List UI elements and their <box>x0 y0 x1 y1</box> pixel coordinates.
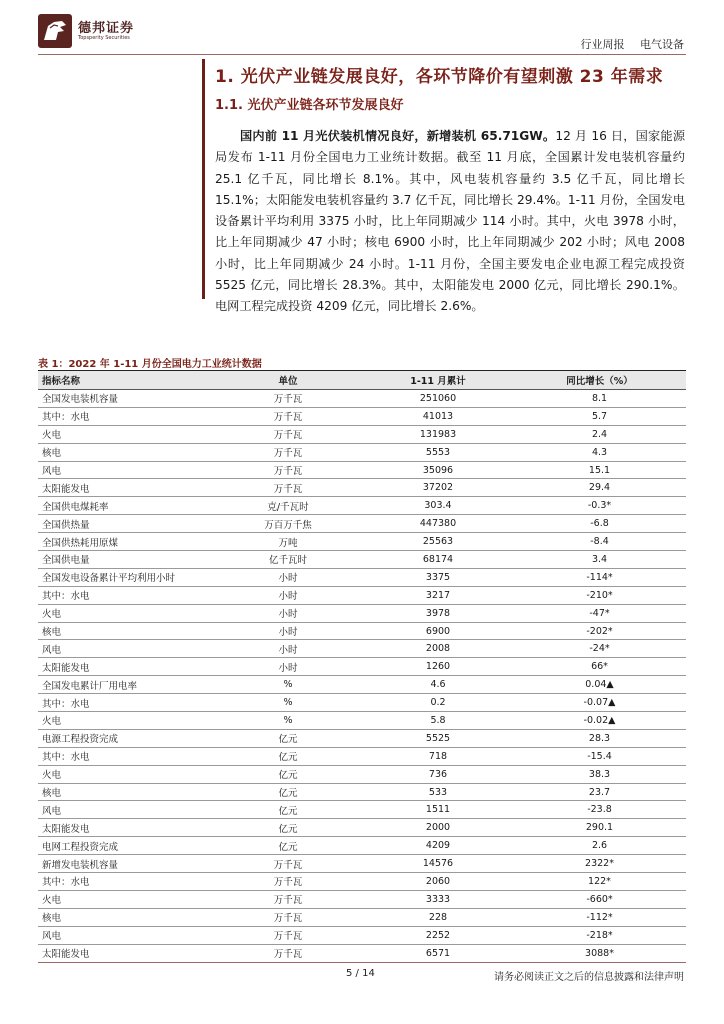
table-row <box>38 873 686 891</box>
cell-unit: 万千瓦 <box>213 944 363 962</box>
cell-indicator: 火电 <box>38 425 213 443</box>
report-type: 行业周报 <box>580 38 625 51</box>
cell-yoy: -47* <box>513 604 686 622</box>
table-body <box>38 390 686 963</box>
cell-unit: 小时 <box>213 568 363 586</box>
cell-yoy: 28.3 <box>513 729 686 747</box>
cell-yoy: 23.7 <box>513 783 686 801</box>
cell-cumulative: 1511 <box>363 801 513 819</box>
cell-cumulative: 718 <box>363 747 513 765</box>
table-row <box>38 908 686 926</box>
cell-yoy: -0.07▲ <box>513 694 686 712</box>
cell-unit: 小时 <box>213 658 363 676</box>
cell-yoy: 2.6 <box>513 837 686 855</box>
cell-unit: 万千瓦 <box>213 926 363 944</box>
brand-logo <box>38 14 138 48</box>
cell-indicator: 电源工程投资完成 <box>38 729 213 747</box>
cell-cumulative: 3978 <box>363 604 513 622</box>
brand-name: 德邦证券 <box>78 21 135 36</box>
table-row <box>38 497 686 515</box>
cell-unit: 万千瓦 <box>213 890 363 908</box>
cell-yoy: 5.7 <box>513 407 686 425</box>
cell-unit: % <box>213 676 363 694</box>
cell-yoy: 290.1 <box>513 819 686 837</box>
cell-unit: 亿元 <box>213 819 363 837</box>
table-row <box>38 551 686 569</box>
table-row <box>38 676 686 694</box>
cell-unit: 亿元 <box>213 783 363 801</box>
cell-unit: 克/千瓦时 <box>213 497 363 515</box>
cell-unit: 亿千瓦时 <box>213 551 363 569</box>
cell-cumulative: 251060 <box>363 390 513 408</box>
table-row <box>38 425 686 443</box>
table-header-row <box>38 371 686 390</box>
table-row <box>38 622 686 640</box>
table-row <box>38 568 686 586</box>
cell-yoy: -8.4 <box>513 533 686 551</box>
cell-indicator: 其中：水电 <box>38 873 213 891</box>
table-row <box>38 801 686 819</box>
cell-cumulative: 3375 <box>363 568 513 586</box>
cell-cumulative: 2252 <box>363 926 513 944</box>
cell-indicator: 全国供电煤耗率 <box>38 497 213 515</box>
cell-yoy: 66* <box>513 658 686 676</box>
cell-indicator: 太阳能发电 <box>38 819 213 837</box>
table-row <box>38 944 686 962</box>
cell-unit: 小时 <box>213 622 363 640</box>
table-row <box>38 694 686 712</box>
sector: 电气设备 <box>640 38 684 51</box>
cell-yoy: 29.4 <box>513 479 686 497</box>
cell-indicator: 其中：水电 <box>38 586 213 604</box>
cell-unit: 万千瓦 <box>213 479 363 497</box>
table-row <box>38 586 686 604</box>
footer-divider <box>38 962 686 963</box>
cell-unit: 万百万千焦 <box>213 515 363 533</box>
cell-unit: 万千瓦 <box>213 443 363 461</box>
cell-indicator: 太阳能发电 <box>38 658 213 676</box>
cell-indicator: 火电 <box>38 890 213 908</box>
table-row <box>38 407 686 425</box>
cell-unit: 万千瓦 <box>213 425 363 443</box>
cell-indicator: 全国供热耗用原煤 <box>38 533 213 551</box>
table-row <box>38 515 686 533</box>
lead-sentence: 国内前 11 月光伏装机情况良好，新增装机 65.71GW。 <box>240 129 556 143</box>
cell-yoy: -218* <box>513 926 686 944</box>
cell-cumulative: 6571 <box>363 944 513 962</box>
cell-yoy: 122* <box>513 873 686 891</box>
table-row <box>38 443 686 461</box>
table-row <box>38 890 686 908</box>
cell-indicator: 风电 <box>38 461 213 479</box>
cell-cumulative: 6900 <box>363 622 513 640</box>
body-text: 12 月 16 日，国家能源局发布 1-11 月份全国电力工业统计数据。截至 11 月底，全国累计发电装机容量约 25.1 亿千瓦，同比增长 8.1%。其中，风电装机容量约 3.5 亿千瓦，同比增长 15.1%；太阳能发电装机容量约 3.7 亿千瓦，同比增长 29.4%。1-11 月份，全国发电设备累计平均利用 3375 小时，比上年同期减少 114 小时。其中，火电 3978 小时，比上年同期减少 47 小时；核电 6900 小时，比上年同期减少 202 小时；风电 2008 小时，比上年同期减少 24 小时。1-11 月份，全国主要发电企业电源工程完成投资 5525 亿元，同比增长 28.3%。其中，太阳能发电 2000 亿元，同比增长 290.1%。电网工程完成投资 4209 亿元，同比增长 2.6%。 <box>215 129 686 314</box>
cell-indicator: 风电 <box>38 926 213 944</box>
cell-unit: 万吨 <box>213 533 363 551</box>
cell-cumulative: 2060 <box>363 873 513 891</box>
cell-cumulative: 1260 <box>363 658 513 676</box>
header-unit: 单位 <box>213 371 363 390</box>
cell-unit: 亿元 <box>213 837 363 855</box>
cell-yoy: -660* <box>513 890 686 908</box>
cell-cumulative: 4.6 <box>363 676 513 694</box>
cell-indicator: 全国发电装机容量 <box>38 390 213 408</box>
cell-unit: 小时 <box>213 640 363 658</box>
table-row <box>38 640 686 658</box>
cell-cumulative: 35096 <box>363 461 513 479</box>
table-row <box>38 926 686 944</box>
cell-yoy: 3088* <box>513 944 686 962</box>
cell-unit: 亿元 <box>213 801 363 819</box>
cell-indicator: 全国供电量 <box>38 551 213 569</box>
cell-unit: 亿元 <box>213 747 363 765</box>
body-paragraph <box>215 126 685 318</box>
cell-unit: % <box>213 694 363 712</box>
cell-yoy: -15.4 <box>513 747 686 765</box>
cell-cumulative: 37202 <box>363 479 513 497</box>
cell-yoy: 3.4 <box>513 551 686 569</box>
table-row <box>38 479 686 497</box>
table-row <box>38 604 686 622</box>
cell-unit: 万千瓦 <box>213 461 363 479</box>
cell-yoy: -24* <box>513 640 686 658</box>
cell-unit: 亿元 <box>213 765 363 783</box>
cell-yoy: 8.1 <box>513 390 686 408</box>
table-row <box>38 837 686 855</box>
cell-unit: % <box>213 712 363 730</box>
cell-indicator: 风电 <box>38 801 213 819</box>
cell-unit: 万千瓦 <box>213 407 363 425</box>
table-row <box>38 819 686 837</box>
table-row <box>38 533 686 551</box>
cell-yoy: -202* <box>513 622 686 640</box>
table-row <box>38 712 686 730</box>
cell-indicator: 其中：水电 <box>38 694 213 712</box>
section-accent-bar <box>202 59 205 299</box>
cell-cumulative: 68174 <box>363 551 513 569</box>
table-row <box>38 855 686 873</box>
cell-yoy: 15.1 <box>513 461 686 479</box>
cell-cumulative: 303.4 <box>363 497 513 515</box>
cell-indicator: 电网工程投资完成 <box>38 837 213 855</box>
table-row <box>38 390 686 408</box>
cell-yoy: -0.02▲ <box>513 712 686 730</box>
table-row <box>38 747 686 765</box>
cell-cumulative: 14576 <box>363 855 513 873</box>
header-cumulative: 1-11 月累计 <box>363 371 513 390</box>
table-row <box>38 765 686 783</box>
cell-yoy: -112* <box>513 908 686 926</box>
header-divider <box>38 54 686 55</box>
cell-yoy: 0.04▲ <box>513 676 686 694</box>
cell-unit: 小时 <box>213 604 363 622</box>
cell-indicator: 火电 <box>38 712 213 730</box>
cell-yoy: -23.8 <box>513 801 686 819</box>
table-row <box>38 783 686 801</box>
cell-cumulative: 228 <box>363 908 513 926</box>
table-title: 表 1：2022 年 1-11 月份全国电力工业统计数据 <box>38 359 262 370</box>
brand-en: Topsperity Securities <box>78 35 130 41</box>
cell-indicator: 其中：水电 <box>38 407 213 425</box>
cell-indicator: 全国供热量 <box>38 515 213 533</box>
cell-indicator: 核电 <box>38 783 213 801</box>
logo-mark-icon <box>38 14 72 48</box>
cell-yoy: 38.3 <box>513 765 686 783</box>
section-heading: 1. 光伏产业链发展良好，各环节降价有望刺激 23 年需求 <box>215 67 664 87</box>
cell-indicator: 其中：水电 <box>38 747 213 765</box>
statistics-table <box>38 370 686 963</box>
cell-cumulative: 5553 <box>363 443 513 461</box>
cell-unit: 万千瓦 <box>213 873 363 891</box>
cell-cumulative: 0.2 <box>363 694 513 712</box>
cell-cumulative: 447380 <box>363 515 513 533</box>
cell-yoy: 4.3 <box>513 443 686 461</box>
header-indicator: 指标名称 <box>38 371 213 390</box>
cell-yoy: -210* <box>513 586 686 604</box>
cell-unit: 亿元 <box>213 729 363 747</box>
cell-yoy: 2.4 <box>513 425 686 443</box>
cell-indicator: 核电 <box>38 908 213 926</box>
cell-unit: 万千瓦 <box>213 390 363 408</box>
cell-indicator: 太阳能发电 <box>38 944 213 962</box>
table-row <box>38 729 686 747</box>
cell-yoy: 2322* <box>513 855 686 873</box>
cell-indicator: 新增发电装机容量 <box>38 855 213 873</box>
cell-unit: 万千瓦 <box>213 908 363 926</box>
cell-indicator: 太阳能发电 <box>38 479 213 497</box>
subsection-heading: 1.1. 光伏产业链各环节发展良好 <box>215 98 404 113</box>
cell-yoy: -0.3* <box>513 497 686 515</box>
cell-cumulative: 3217 <box>363 586 513 604</box>
cell-cumulative: 2000 <box>363 819 513 837</box>
cell-cumulative: 2008 <box>363 640 513 658</box>
cell-cumulative: 3333 <box>363 890 513 908</box>
cell-yoy: -114* <box>513 568 686 586</box>
cell-unit: 万千瓦 <box>213 855 363 873</box>
cell-cumulative: 4209 <box>363 837 513 855</box>
cell-cumulative: 41013 <box>363 407 513 425</box>
cell-cumulative: 5.8 <box>363 712 513 730</box>
cell-indicator: 火电 <box>38 604 213 622</box>
table-row <box>38 658 686 676</box>
cell-indicator: 全国发电累计厂用电率 <box>38 676 213 694</box>
header-yoy: 同比增长（%） <box>513 371 686 390</box>
cell-indicator: 风电 <box>38 640 213 658</box>
cell-cumulative: 5525 <box>363 729 513 747</box>
cell-cumulative: 533 <box>363 783 513 801</box>
disclaimer: 请务必阅读正文之后的信息披露和法律声明 <box>494 972 684 983</box>
table-row <box>38 461 686 479</box>
cell-indicator: 核电 <box>38 622 213 640</box>
header-meta <box>581 36 685 52</box>
cell-indicator: 核电 <box>38 443 213 461</box>
cell-indicator: 全国发电设备累计平均利用小时 <box>38 568 213 586</box>
cell-indicator: 火电 <box>38 765 213 783</box>
cell-cumulative: 131983 <box>363 425 513 443</box>
cell-cumulative: 736 <box>363 765 513 783</box>
cell-cumulative: 25563 <box>363 533 513 551</box>
cell-yoy: -6.8 <box>513 515 686 533</box>
cell-unit: 小时 <box>213 586 363 604</box>
page-number: 5 / 14 <box>346 968 375 979</box>
